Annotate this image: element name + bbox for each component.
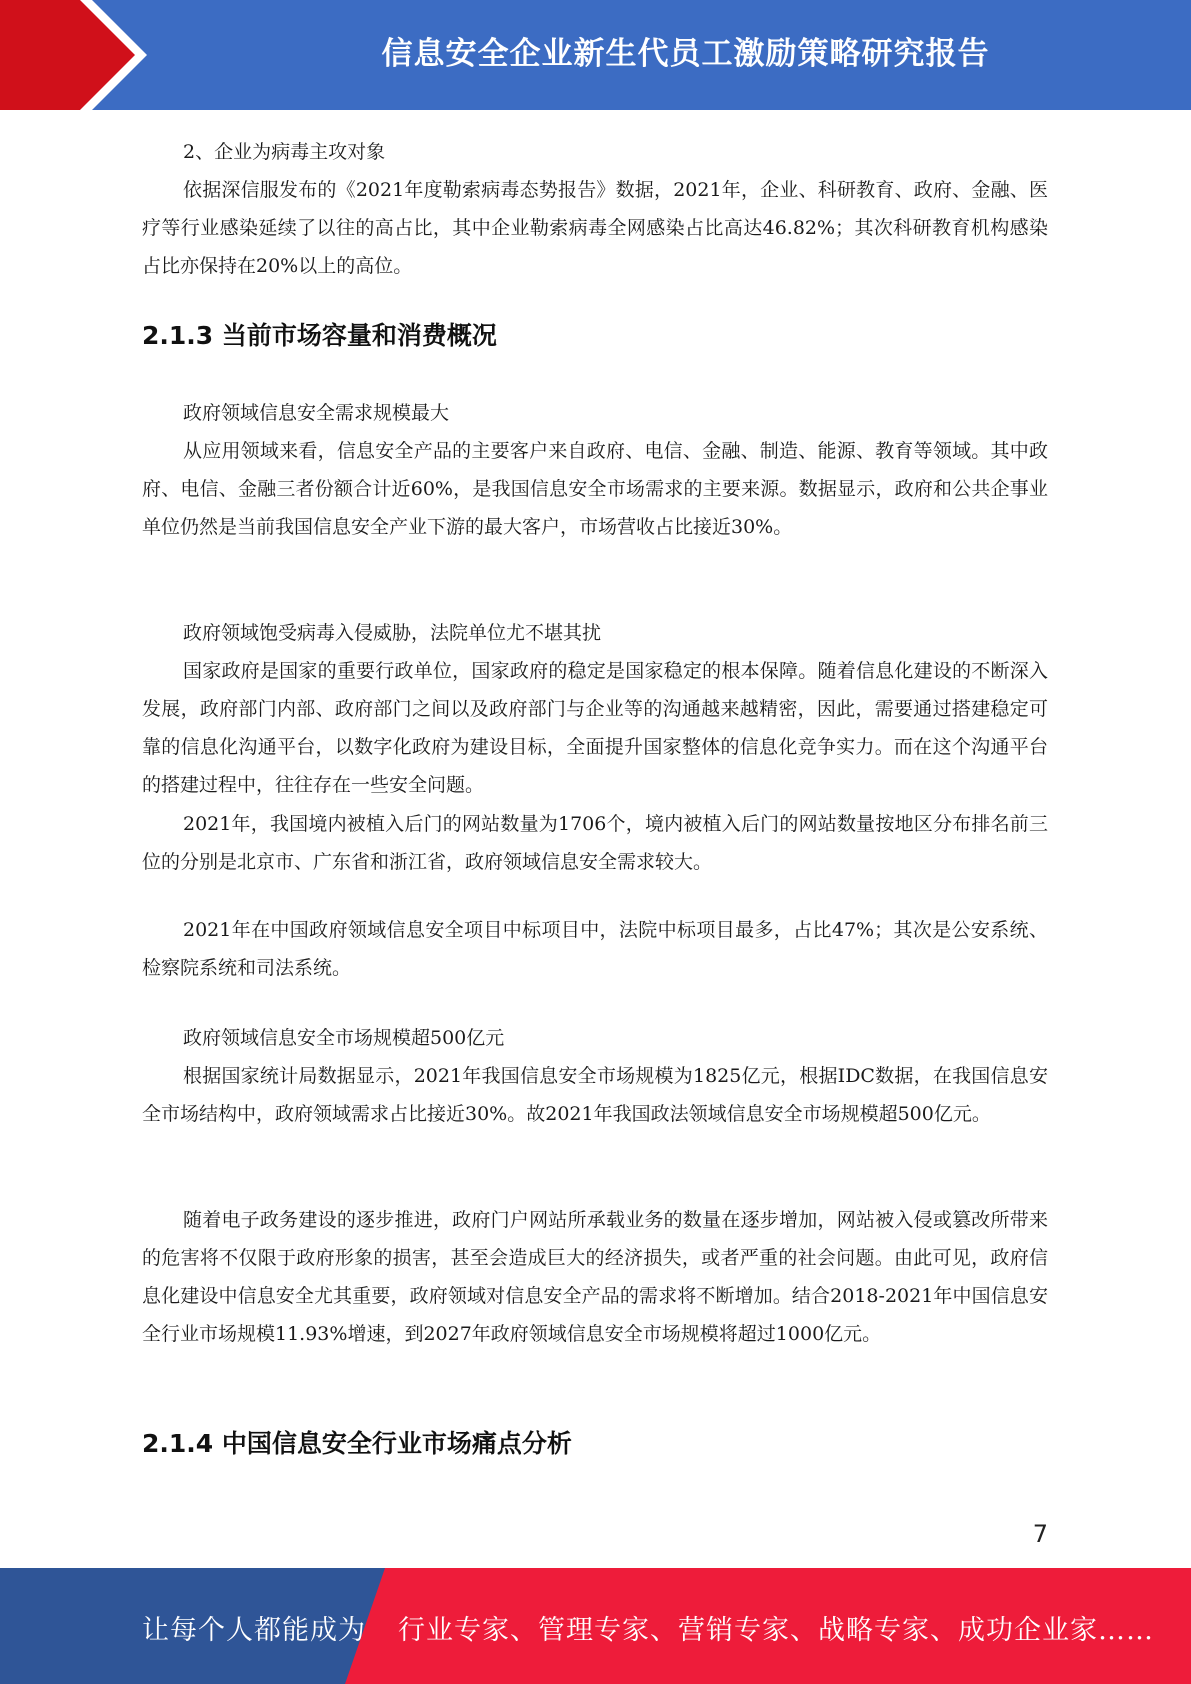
section-heading-2-1-3: 2.1.3 当前市场容量和消费概况 [142,321,497,350]
footer-slogan-left: 让每个人都能成为 [142,1615,366,1646]
page-header [0,0,1191,110]
report-title: 信息安全企业新生代员工激励策略研究报告 [381,36,990,72]
subsection-paragraph-virus-threat-3: 2021年在中国政府领域信息安全项目中标项目中，法院中标项目最多，占比47%；其次是公安系统、检察院系统和司法系统。 [142,919,1048,979]
header-red-chevron [0,0,160,110]
subsection-paragraph-demand-scale: 从应用领域来看，信息安全产品的主要客户来自政府、电信、金融、制造、能源、教育等领域。其中政府、电信、金融三者份额合计近60%，是我国信息安全市场需求的主要来源。数据显示，政府和公共企事业单位仍然是当前我国信息安全产业下游的最大客户，市场营收占比接近30%。 [142,440,1048,538]
item-2-title: 2、企业为病毒主攻对象 [183,141,386,163]
item-2-paragraph: 依据深信服发布的《2021年度勒索病毒态势报告》数据，2021年，企业、科研教育、政府、金融、医疗等行业感染延续了以往的高占比，其中企业勒索病毒全网感染占比高达46.82%；其次科研教育机构感染占比亦保持在20%以上的高位。 [142,179,1048,277]
subsection-paragraph-virus-threat-1: 国家政府是国家的重要行政单位，国家政府的稳定是国家稳定的根本保障。随着信息化建设的不断深入发展，政府部门内部、政府部门之间以及政府部门与企业等的沟通越来越精密，因此，需要通过搭建稳定可靠的信息化沟通平台，以数字化政府为建设目标，全面提升国家整体的信息化竞争实力。而在这个沟通平台的搭建过程中，往往存在一些安全问题。 [142,660,1048,796]
subsection-paragraph-virus-threat-2: 2021年，我国境内被植入后门的网站数量为1706个，境内被植入后门的网站数量按地区分布排名前三位的分别是北京市、广东省和浙江省，政府领域信息安全需求较大。 [142,813,1048,873]
footer-slogan-right: 行业专家、管理专家、营销专家、战略专家、成功企业家…… [398,1615,1154,1646]
page-footer [0,1568,1191,1684]
subsection-title-virus-threat: 政府领域饱受病毒入侵威胁，法院单位尤不堪其扰 [183,622,602,644]
subsection-paragraph-market-scale-2: 随着电子政务建设的逐步推进，政府门户网站所承载业务的数量在逐步增加，网站被入侵或篡改所带来的危害将不仅限于政府形象的损害，甚至会造成巨大的经济损失，或者严重的社会问题。由此可见，政府信息化建设中信息安全尤其重要，政府领域对信息安全产品的需求将不断增加。结合2018-2021年中国信息安全行业市场规模11.93%增速，到2027年政府领域信息安全市场规模将超过1000亿元。 [142,1209,1048,1345]
page-number: 7 [1032,1520,1048,1548]
subsection-paragraph-market-scale-1: 根据国家统计局数据显示，2021年我国信息安全市场规模为1825亿元，根据IDC数据，在我国信息安全市场结构中，政府领域需求占比接近30%。故2021年我国政法领域信息安全市场规模超500亿元。 [142,1065,1048,1125]
section-heading-2-1-4: 2.1.4 中国信息安全行业市场痛点分析 [142,1429,572,1458]
subsection-title-market-scale: 政府领域信息安全市场规模超500亿元 [183,1027,505,1049]
subsection-title-demand-scale: 政府领域信息安全需求规模最大 [183,402,450,424]
